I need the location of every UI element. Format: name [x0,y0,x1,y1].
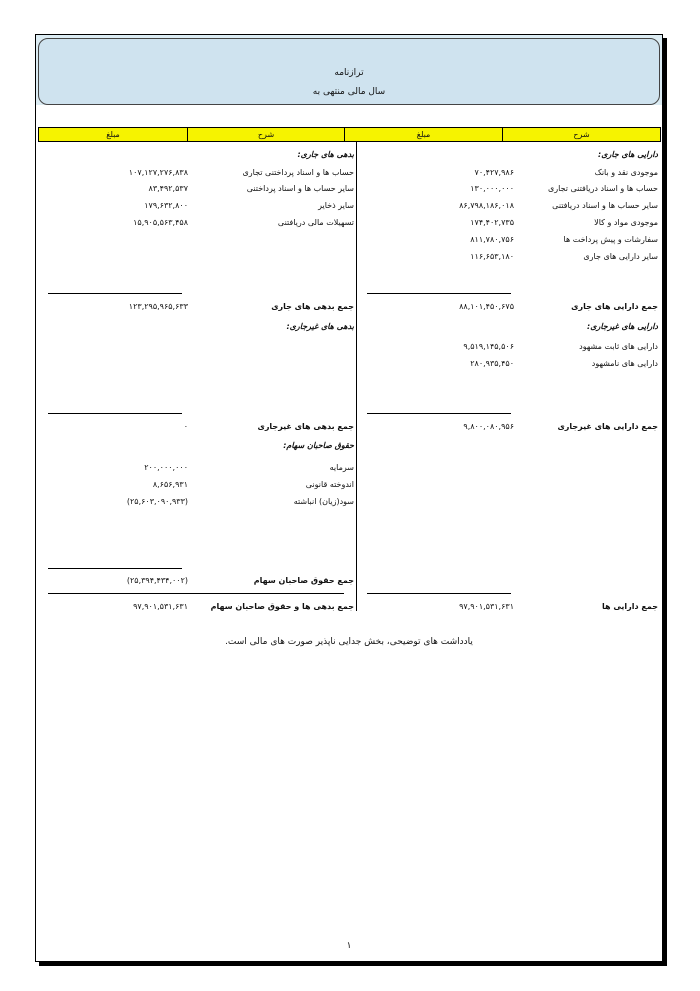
equity-total-rule [48,568,182,569]
asset-row-label: دارایی های نامشهود [591,359,658,368]
assets-grand-total-label: جمع دارایی ها [601,602,658,611]
col-header-left-desc: شرح [187,127,345,142]
col-header-left-amount: مبلغ [38,127,188,142]
equity-row-amount: ۲۰۰,۰۰۰,۰۰۰ [144,463,188,472]
assets-noncurrent-total: ۹,۸۰۰,۰۸۰,۹۵۶ [463,422,514,431]
liability-row-label: سایر ذخایر [318,201,354,210]
liabilities-current-total-label: جمع بدهی های جاری [271,302,354,311]
asset-row-amount: ۲۸۰,۹۳۵,۴۵۰ [470,359,514,368]
asset-row-amount: ۸۱۱,۷۸۰,۷۵۶ [470,235,514,244]
liability-row-label: حساب ها و اسناد پرداختنی تجاری [242,168,354,177]
liabilities-noncurrent-total-rule [48,413,182,414]
asset-row-label: دارایی های ثابت مشهود [579,342,658,351]
asset-row-amount: ۱۳۰,۰۰۰,۰۰۰ [470,184,514,193]
assets-current-heading: دارایی های جاری: [598,150,658,159]
liabilities-noncurrent-heading: بدهی های غیرجاری: [286,322,354,331]
header-box [38,38,660,105]
asset-row-amount: ۷۰,۴۲۷,۹۸۶ [474,168,514,177]
liabilities-current-heading: بدهی های جاری: [297,150,354,159]
liability-row-amount: ۱۷۹,۶۳۲,۸۰۰ [144,201,188,210]
col-header-right-amount: مبلغ [344,127,503,142]
asset-row-label: موجودی نقد و بانک [594,168,658,177]
assets-noncurrent-total-label: جمع دارایی های غیرجاری [557,422,658,431]
equity-row-label: سرمایه [329,463,354,472]
equity-row-amount: ۸,۶۵۶,۹۳۱ [152,480,188,489]
footer-note: یادداشت های توضیحی، بخش جدایی ناپذیر صورت های مالی است. [225,637,473,647]
assets-grand-total-rule [367,593,511,594]
assets-current-total-rule [367,293,511,294]
asset-row-label: موجودی مواد و کالا [594,218,658,227]
assets-noncurrent-heading: دارایی های غیرجاری: [587,322,658,331]
liabilities-grand-total-label: جمع بدهی ها و حقوق صاحبان سهام [210,602,354,611]
asset-row-label: سایر دارایی های جاری [583,252,658,261]
liabilities-grand-total-rule [48,593,344,594]
liabilities-current-total: ۱۲۳,۲۹۵,۹۶۵,۶۳۳ [128,302,188,311]
page-title: ترازنامه [334,68,364,78]
liabilities-grand-total: ۹۷,۹۰۱,۵۳۱,۶۳۱ [133,602,188,611]
assets-noncurrent-total-rule [367,413,511,414]
balance-sheet-page [35,34,663,962]
asset-row-label: سایر حساب ها و اسناد دریافتنی [552,201,658,210]
asset-row-amount: ۱۷۴,۴۰۲,۷۳۵ [470,218,514,227]
asset-row-amount: ۱۱۶,۶۵۳,۱۸۰ [470,252,514,261]
liabilities-noncurrent-total-label: جمع بدهی های غیرجاری [257,422,354,431]
liability-row-label: تسهیلات مالی دریافتنی [277,218,354,227]
page-subtitle: سال مالی منتهی به [312,87,386,97]
asset-row-label: حساب ها و اسناد دریافتنی تجاری [548,184,658,193]
equity-total: (۲۵,۳۹۴,۴۳۴,۰۰۲) [126,576,188,585]
equity-row-label: سود(زیان) انباشته [293,497,354,506]
liabilities-noncurrent-total: ۰ [183,422,188,431]
liability-row-label: سایر حساب ها و اسناد پرداختنی [246,184,354,193]
col-header-right-desc: شرح [502,127,661,142]
asset-row-amount: ۹,۵۱۹,۱۴۵,۵۰۶ [463,342,514,351]
liability-row-amount: ۸۳,۴۹۲,۵۳۷ [148,184,188,193]
equity-total-label: جمع حقوق صاحبان سهام [253,576,354,585]
liability-row-amount: ۱۵,۹۰۵,۵۶۳,۴۵۸ [133,218,188,227]
equity-row-label: اندوخته قانونی [305,480,354,489]
liabilities-current-total-rule [48,293,182,294]
equity-heading: حقوق صاحبان سهام: [283,441,354,450]
asset-row-label: سفارشات و پیش پرداخت ها [563,235,658,244]
asset-row-amount: ۸۶,۷۹۸,۱۸۶,۰۱۸ [459,201,514,210]
assets-current-total: ۸۸,۱۰۱,۴۵۰,۶۷۵ [459,302,514,311]
equity-row-amount: (۲۵,۶۰۳,۰۹۰,۹۳۳) [126,497,188,506]
assets-current-total-label: جمع دارایی های جاری [571,302,658,311]
assets-grand-total: ۹۷,۹۰۱,۵۳۱,۶۳۱ [459,602,514,611]
liability-row-amount: ۱۰۷,۱۲۷,۲۷۶,۸۳۸ [128,168,188,177]
page-number: ۱ [346,941,352,951]
